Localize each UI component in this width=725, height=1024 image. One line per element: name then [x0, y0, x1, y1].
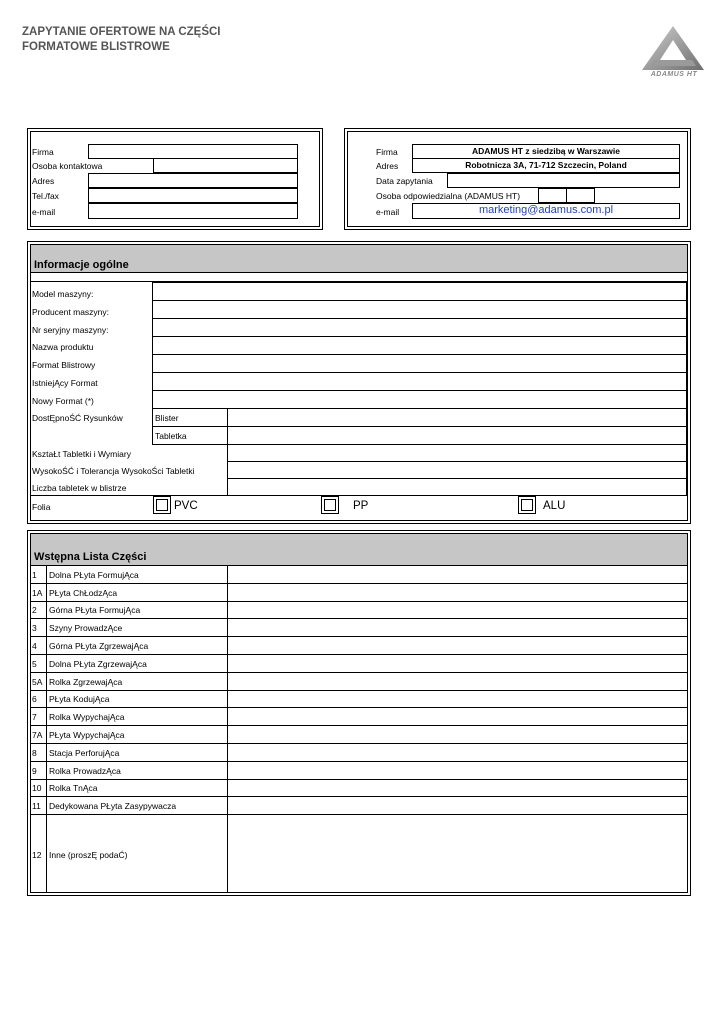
- responsible-field-1[interactable]: [538, 188, 567, 203]
- new-format-label: Nowy Format (*): [32, 396, 94, 406]
- table-row: [31, 566, 687, 584]
- part-name: Górna PŁyta FormujĄca: [49, 605, 141, 616]
- machine-producer-field[interactable]: [152, 300, 687, 319]
- tablet-shape-label: KsztaŁt Tabletki i Wymiary: [32, 449, 131, 459]
- product-name-field[interactable]: [152, 336, 687, 355]
- foil-divider: [31, 495, 687, 496]
- client-tel-field[interactable]: [88, 188, 298, 203]
- foil-alu-label: ALU: [543, 500, 566, 512]
- part-name: Stacja PerforujĄca: [49, 747, 120, 758]
- client-email-field[interactable]: [88, 203, 298, 219]
- drawings-blister-label: Blister: [155, 413, 179, 423]
- new-format-field[interactable]: [152, 390, 687, 409]
- table-row: [31, 584, 687, 602]
- part-number: 3: [32, 623, 37, 634]
- foil-pp-checkbox[interactable]: [321, 496, 339, 514]
- part-details-field[interactable]: [228, 797, 687, 814]
- part-number: 10: [32, 783, 42, 794]
- general-info-heading: Informacje ogólne: [34, 259, 129, 271]
- table-row: [31, 780, 687, 798]
- part-details-field[interactable]: [228, 584, 687, 601]
- part-details-field[interactable]: [228, 744, 687, 761]
- adamus-box: [347, 131, 688, 227]
- part-number: 8: [32, 747, 37, 758]
- tablet-shape-field[interactable]: [227, 444, 687, 462]
- general-info-header: [31, 245, 687, 273]
- part-details-field[interactable]: [228, 815, 687, 893]
- client-firma-label: Firma: [32, 147, 54, 157]
- part-name: Inne (proszĘ podaĆ): [49, 849, 128, 860]
- part-details-field[interactable]: [228, 673, 687, 690]
- document-title: [22, 25, 221, 55]
- table-row: [31, 655, 687, 673]
- part-number: 4: [32, 641, 37, 652]
- machine-model-label: Model maszyny:: [32, 289, 94, 299]
- logo-text: ADAMUS HT: [650, 71, 698, 78]
- part-name: PŁyta ChŁodzĄca: [49, 587, 118, 598]
- request-date-label: Data zapytania: [376, 176, 433, 186]
- responsible-field-2[interactable]: [566, 188, 595, 203]
- client-firma-field[interactable]: [88, 144, 298, 159]
- adamus-address-value: Robotnicza 3A, 71-712 Szczecin, Poland: [412, 158, 680, 173]
- drawings-label: DostĘpnoŚĆ Rysunków: [32, 413, 123, 423]
- parts-list-header: [31, 534, 687, 566]
- part-name: PŁyta WypychajĄca: [49, 730, 125, 741]
- part-number: 2: [32, 605, 37, 616]
- logo-triangle-icon: [640, 24, 706, 72]
- responsible-label: Osoba odpowiedzialna (ADAMUS HT): [376, 191, 521, 201]
- foil-pvc-checkbox[interactable]: [153, 496, 171, 514]
- drawings-blister-field[interactable]: [227, 408, 687, 427]
- part-number: 7: [32, 712, 37, 723]
- part-details-field[interactable]: [228, 780, 687, 797]
- part-name: Dolna PŁyta ZgrzewajĄca: [49, 658, 147, 669]
- part-name: Dedykowana PŁyta Zasypywacza: [49, 801, 177, 812]
- table-row: [31, 619, 687, 637]
- part-number: 12: [32, 849, 42, 860]
- drawings-tablet-field[interactable]: [227, 426, 687, 445]
- client-box: [30, 131, 320, 227]
- client-contact-field[interactable]: [153, 158, 298, 173]
- title-line-2: FORMATOWE BLISTROWE: [22, 41, 170, 53]
- tablet-height-label: WysokoŚĆ i Tolerancja WysokoŚci Tabletki: [32, 466, 195, 476]
- part-details-field[interactable]: [228, 655, 687, 672]
- tablet-count-label: Liczba tabletek w blistrze: [32, 483, 127, 493]
- general-info-section: [30, 244, 688, 521]
- part-number: 11: [32, 801, 41, 812]
- part-name: Rolka ProwadzĄca: [49, 765, 121, 776]
- serial-number-label: Nr seryjny maszyny:: [32, 325, 109, 335]
- table-row: [31, 744, 687, 762]
- part-name: Rolka ZgrzewajĄca: [49, 676, 123, 687]
- part-number: 1A: [32, 587, 43, 598]
- client-address-field[interactable]: [88, 173, 298, 188]
- table-row: [31, 726, 687, 744]
- adamus-firma-value: ADAMUS HT z siedzibą w Warszawie: [412, 144, 680, 159]
- part-details-field[interactable]: [228, 708, 687, 725]
- drawings-tablet-cell: [152, 426, 228, 445]
- part-number: 6: [32, 694, 37, 705]
- adamus-email-label: e-mail: [376, 207, 400, 217]
- drawings-blister-cell: [152, 408, 228, 427]
- part-number: 5A: [32, 676, 43, 687]
- tablet-count-field[interactable]: [227, 478, 687, 496]
- foil-alu-checkbox[interactable]: [518, 496, 536, 514]
- part-name: Rolka WypychajĄca: [49, 712, 125, 723]
- parts-list-heading: Wstępna Lista Części: [34, 551, 147, 563]
- product-name-label: Nazwa produktu: [32, 342, 94, 352]
- client-contact-label: Osoba kontaktowa: [32, 161, 103, 171]
- part-name: Górna PŁyta ZgrzewajĄca: [49, 641, 149, 652]
- part-details-field[interactable]: [228, 726, 687, 743]
- part-name: Szyny ProwadzĄce: [49, 623, 123, 634]
- parts-list-section: [30, 533, 688, 893]
- machine-model-field[interactable]: [152, 282, 687, 301]
- table-row: [31, 797, 687, 815]
- tablet-height-field[interactable]: [227, 461, 687, 479]
- drawings-tablet-label: Tabletka: [155, 431, 187, 441]
- table-row: [31, 637, 687, 655]
- part-name: Dolna PŁyta FormujĄca: [49, 569, 139, 580]
- part-number: 5: [32, 658, 37, 669]
- blister-format-field[interactable]: [152, 354, 687, 373]
- adamus-logo: [640, 24, 706, 84]
- foil-label: Folia: [32, 502, 51, 512]
- existing-format-label: IstniejĄcy Format: [32, 378, 98, 388]
- blister-format-label: Format Blistrowy: [32, 360, 96, 370]
- existing-format-field[interactable]: [152, 372, 687, 391]
- part-details-field[interactable]: [228, 691, 687, 708]
- machine-producer-label: Producent maszyny:: [32, 307, 110, 317]
- part-number: 1: [32, 569, 37, 580]
- table-row: [31, 602, 687, 620]
- adamus-email-link[interactable]: marketing@adamus.com.pl: [412, 203, 680, 219]
- table-row: [31, 762, 687, 780]
- serial-number-field[interactable]: [152, 318, 687, 337]
- part-details-field[interactable]: [228, 637, 687, 654]
- adamus-address-label: Adres: [376, 161, 399, 171]
- client-tel-label: Tel./fax: [32, 191, 59, 201]
- part-number: 9: [32, 765, 37, 776]
- part-details-field[interactable]: [228, 762, 687, 779]
- part-details-field[interactable]: [228, 602, 687, 619]
- table-row: [31, 673, 687, 691]
- adamus-firma-label: Firma: [376, 147, 398, 157]
- part-details-field[interactable]: [228, 566, 687, 583]
- foil-pvc-label: PVC: [174, 500, 198, 512]
- part-name: Rolka TnĄca: [49, 783, 98, 794]
- request-date-field[interactable]: [447, 173, 680, 188]
- foil-pp-label: PP: [353, 500, 369, 512]
- title-line-1: ZAPYTANIE OFERTOWE NA CZĘŚCI: [22, 26, 221, 38]
- part-name: PŁyta KodujĄca: [49, 694, 110, 705]
- client-address-label: Adres: [32, 176, 55, 186]
- general-spacer: [31, 273, 687, 282]
- table-row: [31, 708, 687, 726]
- table-row: [31, 691, 687, 709]
- parts-no-divider: [46, 566, 47, 892]
- part-details-field[interactable]: [228, 619, 687, 636]
- part-number: 7A: [32, 730, 43, 741]
- table-row: [31, 815, 687, 894]
- parts-name-divider: [227, 566, 228, 892]
- client-email-label: e-mail: [32, 207, 56, 217]
